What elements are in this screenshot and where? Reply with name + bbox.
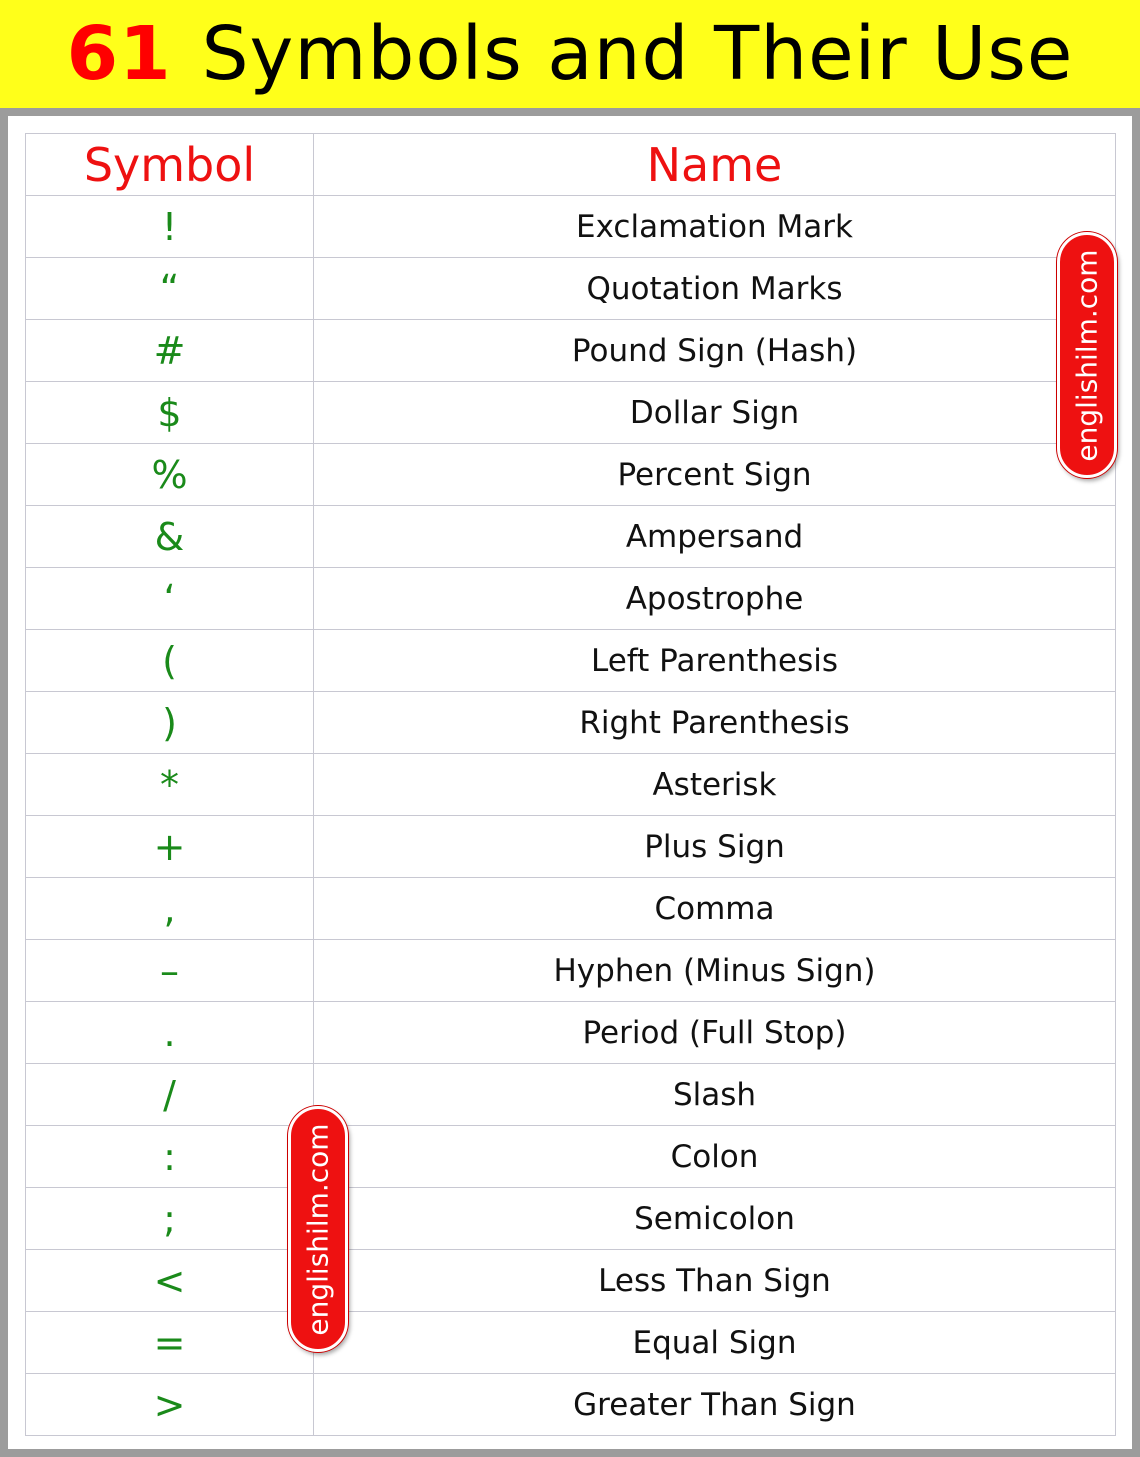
table-header-row [26,134,1116,196]
table-row [26,1312,1116,1374]
name-cell: Percent Sign [314,444,1116,506]
symbol-cell: “ [26,258,314,320]
table-row [26,568,1116,630]
symbol-cell: ) [26,692,314,754]
table-row [26,1250,1116,1312]
table-row [26,382,1116,444]
table-row [26,754,1116,816]
symbol-cell: * [26,754,314,816]
name-cell: Colon [314,1126,1116,1188]
name-cell: Quotation Marks [314,258,1116,320]
title-number: 61 [66,11,172,97]
watermark-text: englishilm.com [1070,248,1104,462]
table-row [26,816,1116,878]
symbol-cell: > [26,1374,314,1436]
table-row [26,940,1116,1002]
name-cell: Dollar Sign [314,382,1116,444]
name-cell: Apostrophe [314,568,1116,630]
symbol-cell: – [26,940,314,1002]
title-bar [0,0,1140,108]
table-row [26,630,1116,692]
name-cell: Comma [314,878,1116,940]
table-row [26,692,1116,754]
name-cell: Hyphen (Minus Sign) [314,940,1116,1002]
header-name: Name [314,134,1116,196]
symbol-cell: . [26,1002,314,1064]
name-cell: Ampersand [314,506,1116,568]
name-cell: Slash [314,1064,1116,1126]
name-cell: Right Parenthesis [314,692,1116,754]
table-row [26,1188,1116,1250]
table-frame [0,108,1140,1457]
name-cell: Exclamation Mark [314,196,1116,258]
watermark-badge-top [1057,232,1117,478]
title-text: Symbols and Their Use [201,11,1074,97]
symbol-cell: , [26,878,314,940]
table-frame-inner [8,116,1132,1449]
name-cell: Greater Than Sign [314,1374,1116,1436]
table-row [26,258,1116,320]
table-row [26,1374,1116,1436]
name-cell: Semicolon [314,1188,1116,1250]
symbol-cell: < [26,1250,314,1312]
symbol-cell: : [26,1126,314,1188]
symbol-cell: & [26,506,314,568]
table-row [26,506,1116,568]
symbol-cell: ; [26,1188,314,1250]
watermark-text: englishilm.com [301,1122,335,1336]
header-symbol: Symbol [26,134,314,196]
symbols-table [25,133,1116,1436]
symbol-cell: $ [26,382,314,444]
name-cell: Left Parenthesis [314,630,1116,692]
name-cell: Asterisk [314,754,1116,816]
table-row [26,1064,1116,1126]
symbol-cell: # [26,320,314,382]
name-cell: Pound Sign (Hash) [314,320,1116,382]
table-row [26,1126,1116,1188]
symbol-cell: + [26,816,314,878]
symbol-cell: ( [26,630,314,692]
name-cell: Equal Sign [314,1312,1116,1374]
symbol-cell: ! [26,196,314,258]
name-cell: Period (Full Stop) [314,1002,1116,1064]
table-row [26,196,1116,258]
table-row [26,444,1116,506]
table-row [26,320,1116,382]
symbol-cell: = [26,1312,314,1374]
table-row [26,878,1116,940]
name-cell: Less Than Sign [314,1250,1116,1312]
name-cell: Plus Sign [314,816,1116,878]
table-row [26,1002,1116,1064]
symbol-cell: / [26,1064,314,1126]
symbol-cell: % [26,444,314,506]
watermark-badge-bottom [288,1106,348,1352]
symbol-cell: ‘ [26,568,314,630]
